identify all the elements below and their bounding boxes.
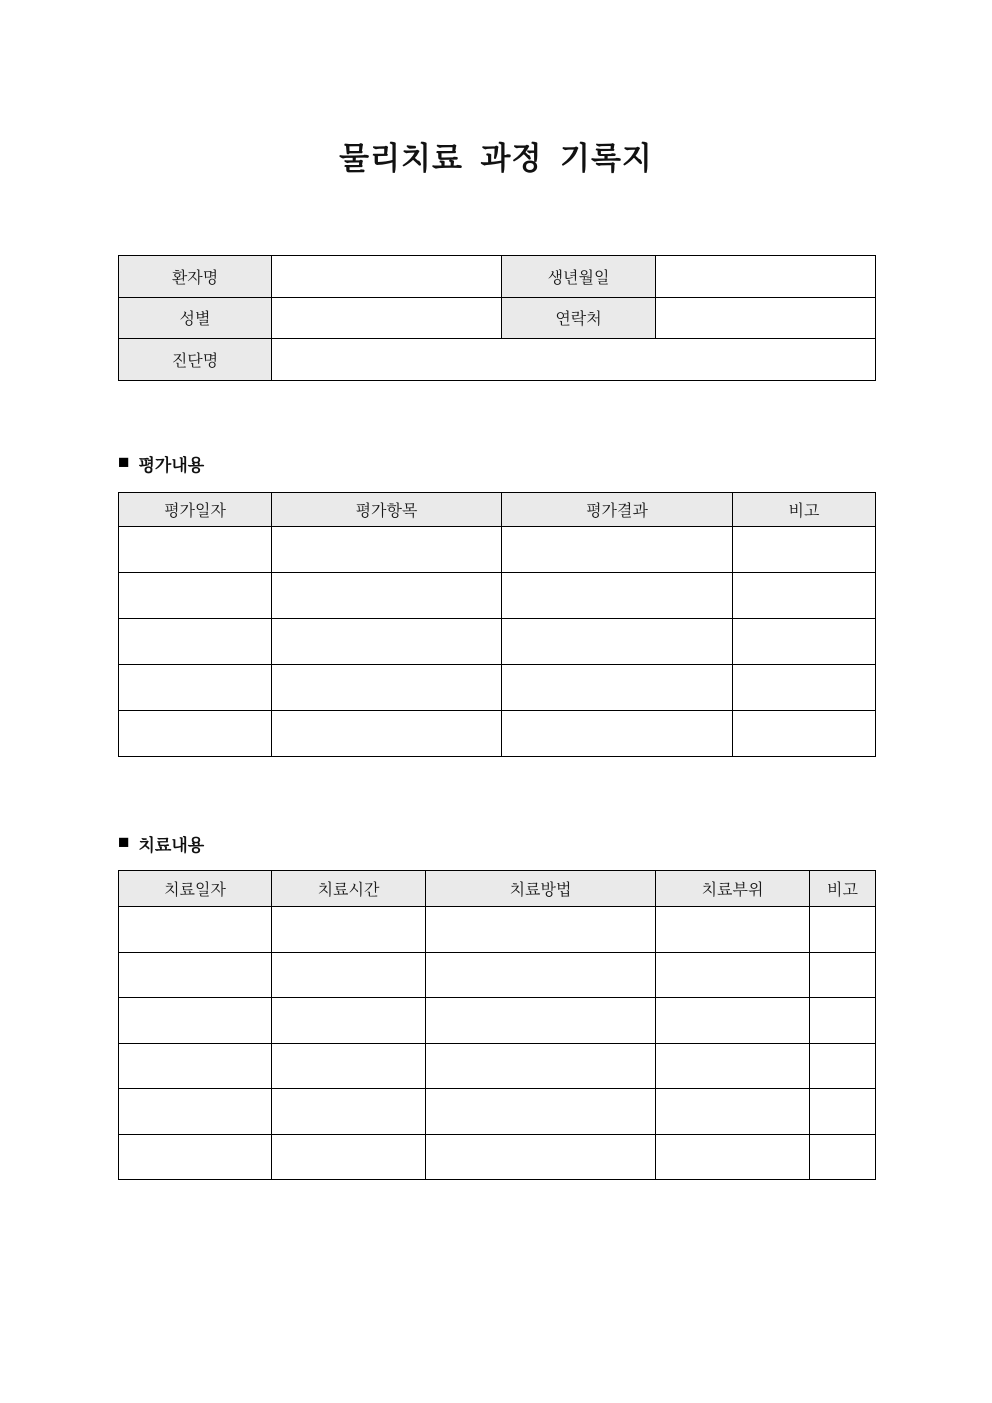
treat-col-note: 비고 [810, 871, 876, 907]
eval-result-field[interactable] [502, 573, 733, 619]
eval-result-field[interactable] [502, 527, 733, 573]
treat-method-field[interactable] [426, 907, 656, 953]
treat-col-method: 치료방법 [426, 871, 656, 907]
table-header-row [119, 493, 876, 527]
table-row [119, 665, 876, 711]
evaluation-section-title: 평가내용 [138, 456, 205, 475]
eval-note-field[interactable] [733, 619, 876, 665]
treat-date-field[interactable] [119, 1134, 272, 1180]
table-row [119, 619, 876, 665]
treat-time-field[interactable] [272, 1089, 426, 1135]
eval-col-item: 평가항목 [272, 493, 502, 527]
table-row [119, 573, 876, 619]
table-row [119, 527, 876, 573]
patient-birth-field[interactable] [656, 256, 876, 298]
eval-date-field[interactable] [119, 665, 272, 711]
eval-note-field[interactable] [733, 711, 876, 757]
treat-date-field[interactable] [119, 1089, 272, 1135]
eval-date-field[interactable] [119, 711, 272, 757]
patient-name-label: 환자명 [119, 256, 272, 298]
treat-area-field[interactable] [656, 1134, 810, 1180]
eval-item-field[interactable] [272, 527, 502, 573]
treatment-section-title: 치료내용 [138, 836, 205, 855]
eval-note-field[interactable] [733, 527, 876, 573]
treat-date-field[interactable] [119, 1043, 272, 1089]
treatment-section-heading [118, 831, 204, 856]
patient-contact-field[interactable] [656, 297, 876, 339]
treat-time-field[interactable] [272, 1043, 426, 1089]
treat-area-field[interactable] [656, 998, 810, 1044]
treat-time-field[interactable] [272, 1134, 426, 1180]
treat-note-field[interactable] [810, 1134, 876, 1180]
treat-method-field[interactable] [426, 952, 656, 998]
table-row [119, 1043, 876, 1089]
eval-item-field[interactable] [272, 711, 502, 757]
patient-gender-label: 성별 [119, 297, 272, 339]
table-row [119, 256, 876, 298]
patient-info-table [118, 255, 876, 381]
treat-col-area: 치료부위 [656, 871, 810, 907]
treat-area-field[interactable] [656, 907, 810, 953]
treat-area-field[interactable] [656, 952, 810, 998]
eval-result-field[interactable] [502, 619, 733, 665]
treat-note-field[interactable] [810, 907, 876, 953]
table-row [119, 998, 876, 1044]
treat-time-field[interactable] [272, 952, 426, 998]
eval-result-field[interactable] [502, 711, 733, 757]
patient-gender-field[interactable] [272, 297, 502, 339]
eval-date-field[interactable] [119, 619, 272, 665]
treat-time-field[interactable] [272, 907, 426, 953]
eval-note-field[interactable] [733, 665, 876, 711]
treat-area-field[interactable] [656, 1043, 810, 1089]
table-header-row [119, 871, 876, 907]
square-bullet-icon: ■ [118, 832, 130, 853]
treat-col-date: 치료일자 [119, 871, 272, 907]
eval-item-field[interactable] [272, 619, 502, 665]
eval-date-field[interactable] [119, 573, 272, 619]
treat-note-field[interactable] [810, 1043, 876, 1089]
table-row [119, 297, 876, 339]
patient-contact-label: 연락처 [502, 297, 656, 339]
patient-diagnosis-label: 진단명 [119, 339, 272, 381]
treat-method-field[interactable] [426, 998, 656, 1044]
page-title: 물리치료 과정 기록지 [339, 141, 653, 176]
treat-date-field[interactable] [119, 952, 272, 998]
table-row [119, 1134, 876, 1180]
treat-method-field[interactable] [426, 1134, 656, 1180]
patient-diagnosis-field[interactable] [272, 339, 876, 381]
patient-birth-label: 생년월일 [502, 256, 656, 298]
square-bullet-icon: ■ [118, 452, 130, 473]
eval-col-note: 비고 [733, 493, 876, 527]
treat-method-field[interactable] [426, 1043, 656, 1089]
evaluation-section-heading [118, 451, 204, 476]
treat-note-field[interactable] [810, 1089, 876, 1135]
treatment-table [118, 870, 876, 1180]
treat-method-field[interactable] [426, 1089, 656, 1135]
treat-time-field[interactable] [272, 998, 426, 1044]
eval-note-field[interactable] [733, 573, 876, 619]
treat-date-field[interactable] [119, 998, 272, 1044]
eval-date-field[interactable] [119, 527, 272, 573]
treat-col-time: 치료시간 [272, 871, 426, 907]
treat-note-field[interactable] [810, 998, 876, 1044]
table-row [119, 1089, 876, 1135]
eval-col-date: 평가일자 [119, 493, 272, 527]
table-row [119, 907, 876, 953]
table-row [119, 952, 876, 998]
treat-area-field[interactable] [656, 1089, 810, 1135]
treat-date-field[interactable] [119, 907, 272, 953]
eval-col-result: 평가결과 [502, 493, 733, 527]
eval-item-field[interactable] [272, 665, 502, 711]
treat-note-field[interactable] [810, 952, 876, 998]
evaluation-table [118, 492, 876, 757]
table-row [119, 711, 876, 757]
eval-result-field[interactable] [502, 665, 733, 711]
patient-name-field[interactable] [272, 256, 502, 298]
eval-item-field[interactable] [272, 573, 502, 619]
table-row [119, 339, 876, 381]
